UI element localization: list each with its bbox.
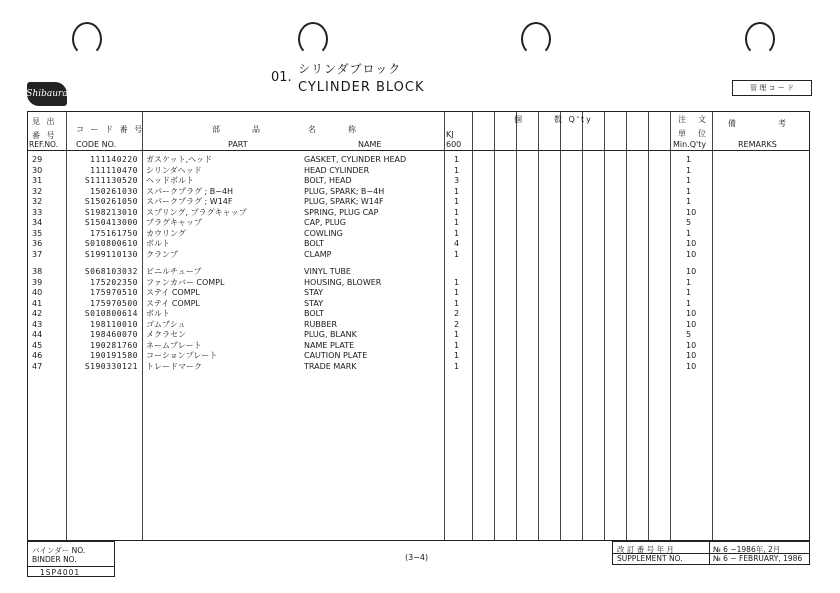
code-number: 198460070 <box>90 330 138 339</box>
binder-hole <box>745 22 775 56</box>
code-number: 175202350 <box>90 277 138 287</box>
min-order-qty: 1 <box>686 298 692 308</box>
qty-header-jp: 個 数 Q'ty <box>514 115 593 124</box>
name-header: NAME <box>358 140 382 149</box>
part-name-jp: ビニルチューブ <box>146 267 202 276</box>
min-order-qty: 1 <box>686 228 692 238</box>
table-row <box>28 288 811 298</box>
ref-header-jp2: 番 号 <box>32 131 57 140</box>
min-order-qty: 10 <box>686 239 697 248</box>
ref-number: 35 <box>32 228 43 238</box>
code-number: S010800614 <box>84 309 138 318</box>
kj-quantity: 1 <box>454 277 460 287</box>
supplement-label: SUPPLEMENT NO. <box>617 554 683 563</box>
table-row <box>28 166 811 176</box>
min-order-qty: 1 <box>686 197 692 206</box>
code-number: S010800610 <box>84 239 138 248</box>
ref-header: REF.NO. <box>29 140 59 149</box>
min-order-qty: 10 <box>686 309 697 318</box>
part-name-jp: ファンカバー COMPL <box>146 277 225 287</box>
min-order-qty: 10 <box>686 361 697 371</box>
table-row <box>28 330 811 340</box>
min-order-qty: 5 <box>686 218 692 227</box>
ref-number: 43 <box>32 319 43 329</box>
min-qty-header: Min.Q'ty <box>673 140 707 149</box>
table-row <box>28 278 811 288</box>
kj-quantity: 1 <box>454 351 460 360</box>
parts-table <box>27 111 810 541</box>
part-name-jp: スプリング, プラグキャップ <box>146 207 247 217</box>
code-number: S198213010 <box>84 207 138 217</box>
table-row <box>28 176 811 186</box>
binder-hole <box>298 22 328 56</box>
code-number: 175970510 <box>90 288 138 297</box>
supplement-value: № 6 − FEBRUARY, 1986 <box>713 554 803 563</box>
part-name: CAP, PLUG <box>304 218 346 227</box>
code-number: 111110470 <box>90 165 138 175</box>
part-name-jp: カウリング <box>146 228 186 238</box>
table-row <box>28 197 811 207</box>
part-name: NAME PLATE <box>304 340 355 350</box>
code-number: S150413000 <box>84 218 138 227</box>
page-number: (3−4) <box>405 553 429 562</box>
part-name-jp: トレードマーク <box>146 361 202 371</box>
ref-number: 47 <box>32 361 43 371</box>
ref-number: 41 <box>32 298 43 308</box>
code-number: S068103032 <box>84 267 138 276</box>
part-name: STAY <box>304 298 324 308</box>
kj-quantity: 1 <box>454 207 460 217</box>
min-order-qty: 10 <box>686 340 697 350</box>
order-header-jp: 注 文 <box>678 115 708 124</box>
table-row <box>28 362 811 372</box>
supplement-value-jp: № 6 −1986年, 2月 <box>713 545 781 554</box>
ref-number: 42 <box>32 309 43 318</box>
part-name: VINYL TUBE <box>304 267 351 276</box>
part-name: COWLING <box>304 228 343 238</box>
table-row <box>28 229 811 239</box>
remarks-header-jp: 備 考 <box>728 119 788 128</box>
part-name: PLUG, SPARK; W14F <box>304 197 384 206</box>
code-header-jp: コ ー ド 番 号 <box>76 125 145 134</box>
part-name-jp: ボルト <box>146 309 170 318</box>
table-row <box>28 155 811 165</box>
table-row <box>28 239 811 249</box>
part-name-jp: スパークプラグ ; W14F <box>146 197 233 206</box>
page-title-jp: シリンダブロック <box>298 62 402 76</box>
unit-header-jp: 単 位 <box>678 129 708 138</box>
table-row <box>28 299 811 309</box>
kj-quantity: 1 <box>454 361 460 371</box>
min-order-qty: 10 <box>686 351 697 360</box>
shibaura-logo: Shibaura <box>27 82 67 106</box>
part-name-jp: ステイ COMPL <box>146 298 200 308</box>
ref-number: 32 <box>32 186 43 196</box>
kj-header: KJ <box>446 130 454 139</box>
binder-hole <box>521 22 551 56</box>
part-name-jp: ネームプレート <box>146 340 202 350</box>
part-name-jp: シリンダヘッド <box>146 165 202 175</box>
table-row <box>28 309 811 319</box>
ref-number: 37 <box>32 249 43 259</box>
ref-number: 29 <box>32 155 43 164</box>
kj-quantity: 1 <box>454 340 460 350</box>
min-order-qty: 10 <box>686 319 697 329</box>
part-name: PLUG, SPARK; B−4H <box>304 186 385 196</box>
code-number: 190191580 <box>90 351 138 360</box>
min-order-qty: 1 <box>686 277 692 287</box>
kj-quantity: 3 <box>454 176 460 185</box>
table-row <box>28 208 811 218</box>
part-name-jp: ステイ COMPL <box>146 288 200 297</box>
code-number: 150261030 <box>90 186 138 196</box>
table-row <box>28 250 811 260</box>
part-name: STAY <box>304 288 324 297</box>
part-name-jp: メクラセン <box>146 330 186 339</box>
ref-number: 36 <box>32 239 43 248</box>
table-row <box>28 351 811 361</box>
ref-number: 31 <box>32 176 43 185</box>
part-name: HEAD CYLINDER <box>304 165 370 175</box>
min-order-qty: 1 <box>686 155 692 164</box>
table-row <box>28 267 811 277</box>
code-number: S190330121 <box>84 361 138 371</box>
min-order-qty: 1 <box>686 186 692 196</box>
binder-label-jp: バインダー NO. <box>32 546 86 555</box>
code-number: 175970500 <box>90 298 138 308</box>
min-order-qty: 10 <box>686 249 697 259</box>
min-order-qty: 1 <box>686 176 692 185</box>
kj-quantity: 1 <box>454 298 460 308</box>
part-name: SPRING, PLUG CAP <box>304 207 379 217</box>
part-name: GASKET, CYLINDER HEAD <box>304 155 407 164</box>
kj-quantity: 2 <box>454 309 460 318</box>
ref-number: 46 <box>32 351 43 360</box>
kj-quantity: 1 <box>454 288 460 297</box>
code-number: 111140220 <box>90 155 138 164</box>
min-order-qty: 1 <box>686 165 692 175</box>
part-name: BOLT <box>304 239 324 248</box>
kj-quantity: 1 <box>454 165 460 175</box>
management-code-box: 管 理 コ ー ド <box>732 80 812 96</box>
part-name-jp: コーションプレート <box>146 351 218 360</box>
table-row <box>28 187 811 197</box>
ref-number: 38 <box>32 267 43 276</box>
kj-quantity: 1 <box>454 228 460 238</box>
ref-number: 33 <box>32 207 43 217</box>
table-row <box>28 218 811 228</box>
part-name-jp: ゴムブシュ <box>146 319 186 329</box>
ref-number: 32 <box>32 197 43 206</box>
part-header-jp: 部 品 <box>212 125 262 134</box>
ref-number: 30 <box>32 165 43 175</box>
name-header-jp: 名 称 <box>308 125 358 134</box>
part-name: PLUG, BLANK <box>304 330 357 339</box>
code-number: 198110010 <box>90 319 138 329</box>
part-name-jp: ガスケット,ヘッド <box>146 155 213 164</box>
min-order-qty: 5 <box>686 330 692 339</box>
page-title: CYLINDER BLOCK <box>298 80 425 95</box>
kj-quantity: 1 <box>454 330 460 339</box>
part-name: CLAMP <box>304 249 332 259</box>
code-number: S199110130 <box>84 249 138 259</box>
code-number: 190281760 <box>90 340 138 350</box>
binder-box <box>27 541 115 577</box>
binder-hole <box>72 22 102 56</box>
part-name-jp: スパークプラグ ; B−4H <box>146 186 234 196</box>
part-name: BOLT, HEAD <box>304 176 352 185</box>
section-number: 01. <box>271 70 292 85</box>
code-number: S111130520 <box>84 176 138 185</box>
kj-model: 600 <box>446 140 462 149</box>
kj-quantity: 1 <box>454 186 460 196</box>
part-name: CAUTION PLATE <box>304 351 368 360</box>
supplement-label-jp: 改 訂 番 号 年 月 <box>617 545 674 554</box>
code-number: S150261050 <box>84 197 138 206</box>
ref-number: 44 <box>32 330 43 339</box>
kj-quantity: 2 <box>454 319 460 329</box>
binder-number: 1SP4001 <box>40 568 81 577</box>
ref-number: 34 <box>32 218 43 227</box>
part-name: TRADE MARK <box>304 361 357 371</box>
min-order-qty: 10 <box>686 207 697 217</box>
supplement-box <box>612 541 810 565</box>
part-name: RUBBER <box>304 319 338 329</box>
part-name-jp: クランプ <box>146 249 178 259</box>
part-header: PART <box>228 140 248 149</box>
ref-header-jp: 見 出 <box>32 117 57 126</box>
ref-number: 45 <box>32 340 43 350</box>
kj-quantity: 1 <box>454 155 460 164</box>
binder-label: BINDER NO. <box>32 555 77 564</box>
kj-quantity: 1 <box>454 218 460 227</box>
code-number: 175161750 <box>90 228 138 238</box>
min-order-qty: 10 <box>686 267 697 276</box>
ref-number: 40 <box>32 288 43 297</box>
kj-quantity: 1 <box>454 197 460 206</box>
table-row <box>28 341 811 351</box>
remarks-header: REMARKS <box>738 140 777 149</box>
kj-quantity: 4 <box>454 239 460 248</box>
min-order-qty: 1 <box>686 288 692 297</box>
ref-number: 39 <box>32 277 43 287</box>
table-row <box>28 320 811 330</box>
code-header: CODE NO. <box>76 140 117 149</box>
part-name-jp: プラグキャップ <box>146 218 202 227</box>
part-name-jp: ヘッドボルト <box>146 176 194 185</box>
part-name: BOLT <box>304 309 324 318</box>
part-name-jp: ボルト <box>146 239 170 248</box>
kj-quantity: 1 <box>454 249 460 259</box>
part-name: HOUSING, BLOWER <box>304 277 382 287</box>
